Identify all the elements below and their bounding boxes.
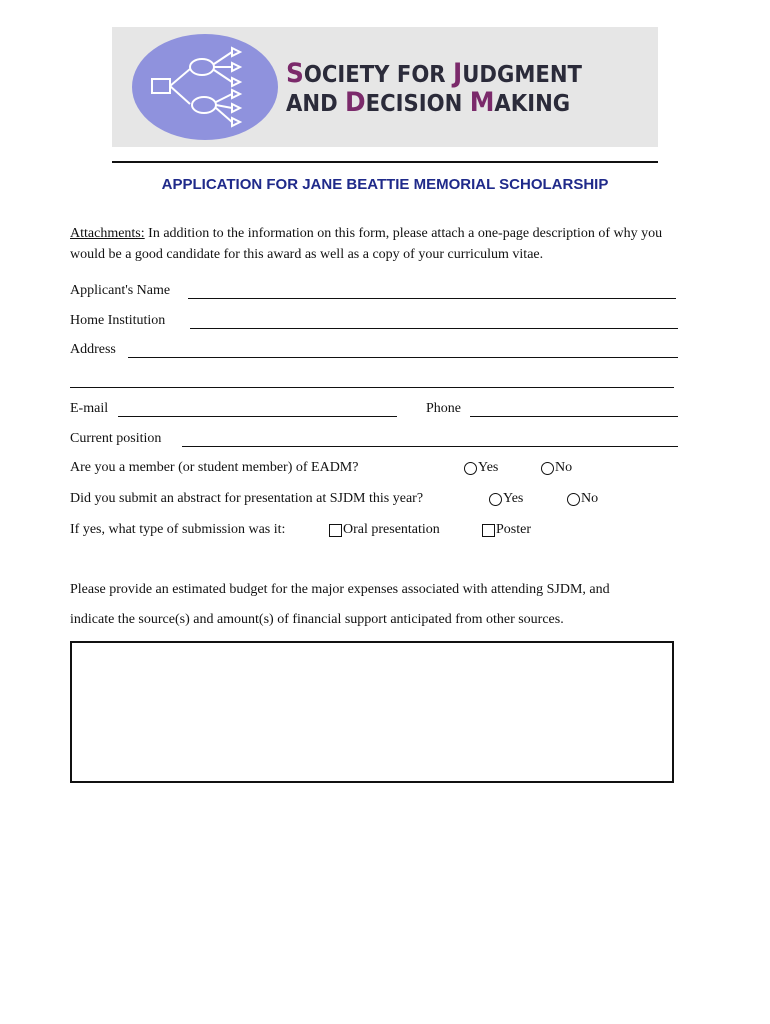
submission-type-question: If yes, what type of submission was it:: [70, 522, 286, 537]
oral-presentation-checkbox[interactable]: [329, 524, 342, 537]
budget-instruction-line2: indicate the source(s) and amount(s) of financial support anticipated from other sources.: [70, 612, 564, 627]
abstract-no-radio[interactable]: [567, 493, 580, 506]
oral-presentation-label: Oral presentation: [343, 522, 440, 537]
applicant-name-field[interactable]: [188, 298, 676, 299]
home-institution-field[interactable]: [190, 328, 678, 329]
form-title: APPLICATION FOR JANE BEATTIE MEMORIAL SCHOLARSHIP: [161, 176, 609, 193]
current-position-label: Current position: [70, 431, 162, 446]
org-text: UDGMENT: [462, 62, 582, 88]
member-no-radio[interactable]: [541, 462, 554, 475]
attachments-text: In addition to the information on this form, please attach a one-page description of why you would be a good candidate for this award as well as a copy of your curriculum vitae.: [70, 226, 663, 262]
phone-field[interactable]: [470, 416, 678, 417]
member-no-label: No: [555, 460, 573, 475]
decision-tree-icon: [132, 34, 278, 140]
attachments-label: Attachments:: [70, 226, 145, 241]
member-yes-label: Yes: [478, 460, 499, 475]
address-label: Address: [70, 342, 116, 357]
org-initial: D: [345, 87, 366, 118]
applicant-name-label: Applicant's Name: [70, 283, 171, 298]
home-institution-label: Home Institution: [70, 313, 166, 328]
member-question: Are you a member (or student member) of EADM?: [70, 460, 359, 475]
address-field[interactable]: [128, 357, 678, 358]
org-text: ECISION: [365, 91, 470, 117]
org-initial: J: [452, 58, 463, 89]
address-field-line2[interactable]: [70, 387, 674, 388]
header-rule: [112, 161, 658, 163]
current-position-field[interactable]: [182, 446, 678, 447]
budget-textarea[interactable]: [70, 641, 674, 783]
abstract-no-label: No: [581, 491, 599, 506]
org-initial: S: [286, 58, 304, 89]
org-name-line2: [286, 89, 582, 118]
org-initial: M: [469, 87, 495, 118]
email-label: E-mail: [70, 401, 109, 416]
poster-label: Poster: [496, 522, 531, 537]
org-text: OCIETY FOR: [303, 62, 453, 88]
org-name-line1: [286, 60, 582, 89]
attachments-paragraph: [70, 223, 690, 265]
org-text: AKING: [494, 91, 571, 117]
poster-checkbox[interactable]: [482, 524, 495, 537]
budget-instruction-line1: Please provide an estimated budget for the major expenses associated with attending SJDM, and: [70, 582, 610, 597]
abstract-question: Did you submit an abstract for presentation at SJDM this year?: [70, 491, 424, 506]
email-field[interactable]: [118, 416, 397, 417]
org-text: AND: [286, 91, 346, 117]
abstract-yes-radio[interactable]: [489, 493, 502, 506]
phone-label: Phone: [426, 401, 461, 416]
organization-name: [286, 60, 582, 118]
member-yes-radio[interactable]: [464, 462, 477, 475]
abstract-yes-label: Yes: [503, 491, 524, 506]
